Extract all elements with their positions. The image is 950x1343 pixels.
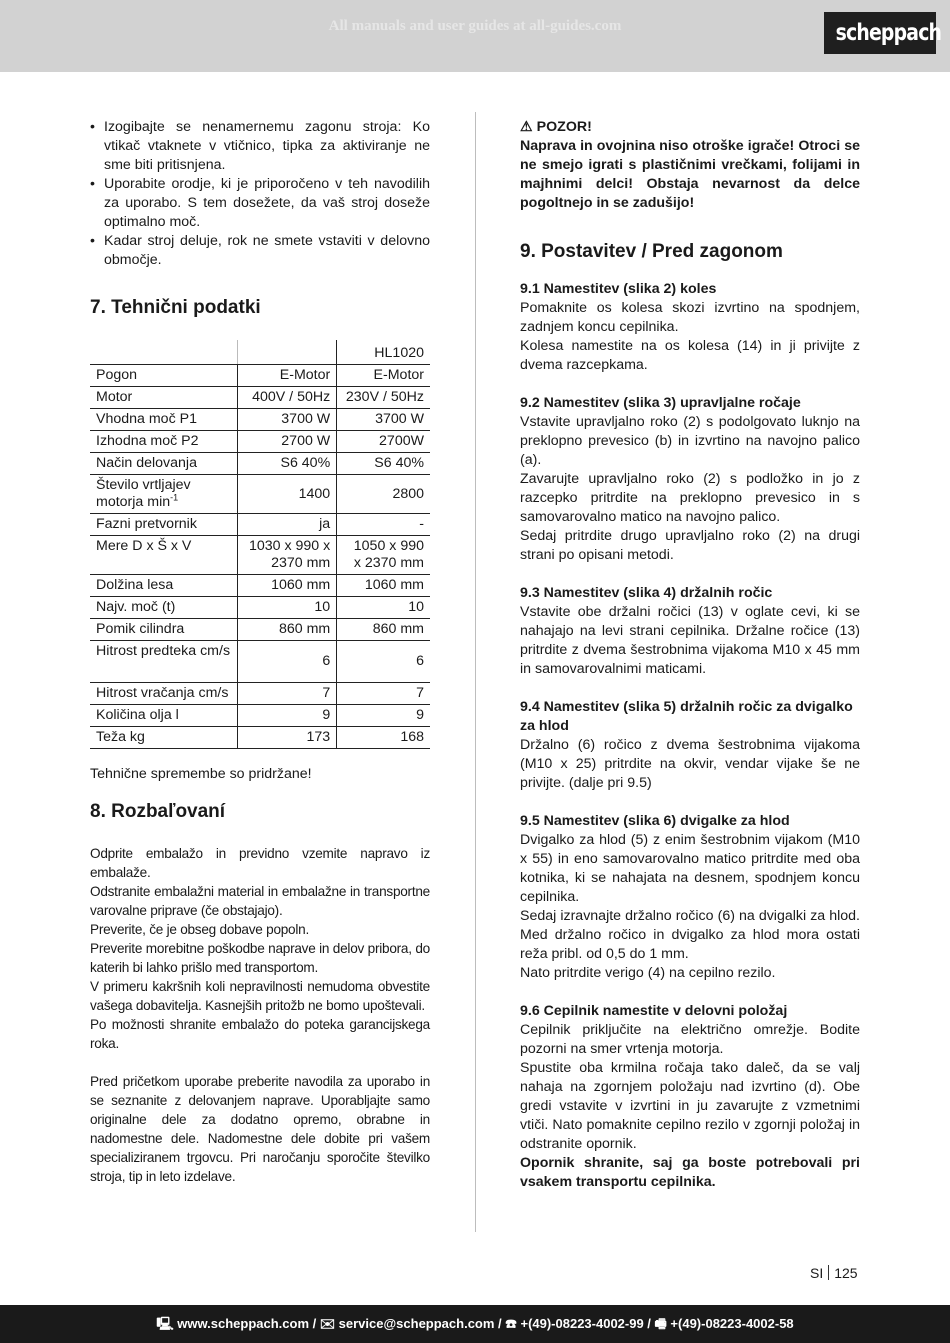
logo-text: scheppach: [835, 20, 942, 46]
subsection-9-3: [520, 584, 860, 679]
spec-label-text: Pomik cilindra: [96, 621, 185, 637]
subsection-title: 9.5 Namestitev (slika 6) dvigalke za hlod: [520, 813, 790, 829]
bullet-text: Izogibajte se nenamernemu zagonu stroja: Ko vtikač vtaknete v vtičnico, tipka za aktiviranje ne sme biti pritisnjena.: [104, 119, 430, 173]
subsection-title: 9.3 Namestitev (slika 4) držalnih ročic: [520, 585, 773, 601]
footer-email-link[interactable]: ✉ service@scheppach.com /: [319, 1316, 506, 1331]
spec-label-text: Količina olja l: [96, 707, 179, 723]
footer-phone: ☎ +(49)-08223-4002-99 /: [505, 1316, 655, 1331]
table-row: [90, 619, 430, 641]
spec-value-230v: 230V / 50Hz: [337, 387, 430, 409]
spec-label: [90, 641, 238, 683]
spec-label-text: Število vrtljajev motorja min: [96, 477, 191, 510]
spec-label-text: Motor: [96, 389, 133, 405]
spec-value-230v: 6: [337, 641, 430, 683]
spec-value-400v: 6: [238, 641, 337, 683]
table-row: [90, 453, 430, 475]
spec-value-400v: 400V / 50Hz: [238, 387, 337, 409]
spec-value-400v: 173: [238, 727, 337, 749]
paragraph: Odprite embalažo in previdno vzemite napravo iz embalaže.: [90, 846, 430, 880]
spec-value-400v: 1400: [238, 475, 337, 514]
table-row: [90, 705, 430, 727]
section-7-heading: 7. Tehnični podatki: [90, 297, 261, 318]
paragraph: Odstranite embalažni material in embalažne in transportne varovalne priprave (če obstajajo).: [90, 884, 430, 918]
paragraph: Zavarujte upravljalno roko (2) s podložko in jo z razcepko pritrdite na preklopno prevesico in s samovarovalno matico na navojno palico.: [520, 471, 860, 525]
spec-label-superscript: -1: [170, 492, 179, 503]
spec-label-text: Teža kg: [96, 729, 145, 745]
subsection-9-1: [520, 280, 860, 375]
spec-label: [90, 683, 238, 705]
technical-data-table: [90, 340, 430, 749]
spec-value-230v: 10: [337, 597, 430, 619]
spec-value-230v: 168: [337, 727, 430, 749]
table-row: [90, 683, 430, 705]
spec-label: [90, 409, 238, 431]
table-row: [90, 597, 430, 619]
spec-label: [90, 475, 238, 514]
table-row: [90, 431, 430, 453]
spec-value-400v: 2700 W: [238, 431, 337, 453]
spec-label-text: Vhodna moč P1: [96, 411, 197, 427]
table-note: Tehnične spremembe so pridržane!: [90, 766, 312, 782]
spec-label: [90, 431, 238, 453]
spec-label-text: Mere D x Š x V: [96, 538, 192, 554]
bullet-item: • Kadar stroj deluje, rok ne smete vstaviti v delovno območje.: [90, 233, 430, 268]
spec-label-text: Najv. moč (t): [96, 599, 176, 615]
spec-value-400v: 1030 x 990 x 2370 mm: [238, 536, 337, 575]
column-divider: [475, 112, 476, 1232]
subsection-title: 9.2 Namestitev (slika 3) upravljalne ročaje: [520, 395, 801, 411]
table-header-row: [90, 340, 430, 365]
paragraph: Dvigalko za hlod (5) z enim šestrobnim vijakom (M10 x 55) in eno samovarovalno matico pritrdite med oba kotnika, ki se nahajata na desnem, spodnjem koncu cepilnika.: [520, 832, 860, 905]
page-number-divider: [828, 1265, 829, 1280]
watermark-text: All manuals and user guides at all-guides.com: [328, 18, 622, 34]
spec-value-400v: 3700 W: [238, 409, 337, 431]
spec-value-230v: 9: [337, 705, 430, 727]
footer-fax: 🖷 +(49)-08223-4002-58: [654, 1316, 794, 1331]
spec-label: [90, 453, 238, 475]
spec-label: [90, 365, 238, 387]
spec-value-230v: E-Motor: [337, 365, 430, 387]
spec-label-text: Hitrost predteka cm/s: [96, 643, 231, 659]
page-number: [810, 1265, 858, 1281]
paragraph: Pred pričetkom uporabe preberite navodila za uporabo in se seznanite z delovanjem naprave. Uporabljajte samo originalne dele za dodatno opremo, obrabne in nadomestne dele. Nadomestne dele dobite pri vašem specializiranem trgovcu. Pri naročanju sporočite številko stroja, tip in leto izdelave.: [90, 1074, 430, 1184]
spec-label: [90, 619, 238, 641]
spec-label-text: Fazni pretvornik: [96, 516, 197, 532]
table-row: [90, 409, 430, 431]
paragraph: Vstavite obe držalni ročici (13) v oglate cevi, ki se nahajajo na levi strani cepilnika. Držalne ročice (13) pritrdite z dvema šestrobnima vijakoma M10 x 45 mm in samovarovalnimi maticami.: [520, 604, 860, 677]
spec-label: [90, 514, 238, 536]
page-number-value: 125: [834, 1265, 858, 1281]
subsection-9-4: [520, 698, 860, 793]
safety-bullet-list: [90, 118, 430, 270]
section-8-heading: 8. Rozbaľovaní: [90, 801, 226, 822]
paragraph: Držalno (6) ročico z dvema šestrobnima vijakoma (M10 x 25) pritrdite na okvir, vendar vijake še ne privijte. (dalje pri 9.5): [520, 737, 860, 791]
spec-value-400v: 7: [238, 683, 337, 705]
warning-title: ⚠ POZOR!: [520, 119, 592, 135]
subsection-9-2: [520, 394, 860, 565]
subsection-9-5: [520, 812, 860, 983]
spec-value-230v: 3700 W: [337, 409, 430, 431]
warning-text: Naprava in ovojnina niso otroške igrače! Otroci se ne smejo igrati s plastičnimi vrečkami, folijami in majhnimi delci! Obstaja nevarnost da delce pogoltnejo in se zadušijo!: [520, 138, 860, 211]
spec-label: [90, 597, 238, 619]
spec-value-400v: 10: [238, 597, 337, 619]
spec-value-400v: 1060 mm: [238, 575, 337, 597]
paragraph: Spustite oba krmilna ročaja tako daleč, da se valj nahaja na zgornjem položaju nad izvrtino (d). Obe gredi vstavite v izvrtini in ju zavarujte z vzmetnimi vtiči. Nato pomaknite cepilno rezilo v zgornji položaj in odstranite opornik.: [520, 1060, 860, 1152]
table-row: [90, 514, 430, 536]
paragraph: Sedaj pritrdite drugo upravljalno roko (2) na drugi strani po opisani metodi.: [520, 528, 860, 563]
table-row: [90, 387, 430, 409]
spec-label: [90, 387, 238, 409]
page-lang: SI: [810, 1265, 824, 1281]
spec-label: [90, 705, 238, 727]
spec-value-400v: E-Motor: [238, 365, 337, 387]
paragraph: Po možnosti shranite embalažo do poteka garancijskega roka.: [90, 1017, 430, 1051]
spec-value-230v: 860 mm: [337, 619, 430, 641]
bullet-item: • Izogibajte se nenamernemu zagonu stroja: Ko vtikač vtaknete v vtičnico, tipka za aktiviranje ne sme biti pritisnjena.: [90, 119, 430, 173]
spec-value-230v: 7: [337, 683, 430, 705]
spec-value-400v: ja: [238, 514, 337, 536]
header-bar: [0, 0, 950, 72]
subsection-title: 9.4 Namestitev (slika 5) držalnih ročic za dvigalko za hlod: [520, 699, 853, 734]
spec-label-text: Pogon: [96, 367, 138, 383]
spec-value-400v: 860 mm: [238, 619, 337, 641]
spec-label: [90, 727, 238, 749]
paragraph: Cepilnik priključite na električno omrežje. Bodite pozorni na smer vrtenja motorja.: [520, 1022, 860, 1057]
table-row: [90, 475, 430, 514]
bullet-text: Kadar stroj deluje, rok ne smete vstaviti v delovno območje.: [104, 233, 430, 268]
spec-value-230v: 1050 x 990 x 2370 mm: [337, 536, 430, 575]
subsection-title: 9.1 Namestitev (slika 2) koles: [520, 281, 717, 297]
spec-value-230v: S6 40%: [337, 453, 430, 475]
spec-label-text: Način delovanja: [96, 455, 197, 471]
paragraph: Preverite, če je obseg dobave popoln.: [90, 922, 309, 937]
spec-value-400v: S6 40%: [238, 453, 337, 475]
subsection-title: 9.6 Cepilnik namestite v delovni položaj: [520, 1003, 788, 1019]
table-row: [90, 575, 430, 597]
paragraph: Vstavite upravljalno roko (2) s podolgovato luknjo na preklopno prevesico (b) in izvrtino na navojno palico (a).: [520, 414, 860, 468]
spec-value-400v: 9: [238, 705, 337, 727]
spec-label-text: Izhodna moč P2: [96, 433, 199, 449]
table-row: [90, 727, 430, 749]
table-row: [90, 365, 430, 387]
right-column: [520, 118, 860, 1192]
model-header: HL1020: [337, 340, 430, 365]
table-row: [90, 536, 430, 575]
spec-label: [90, 536, 238, 575]
table-body: [90, 365, 430, 749]
paragraph: Kolesa namestite na os kolesa (14) in ji privijte z dvema razcepkama.: [520, 338, 860, 373]
paragraph: Preverite morebitne poškodbe naprave in delov pribora, do katerih bi lahko prišlo med transportom.: [90, 941, 430, 975]
spec-value-230v: 1060 mm: [337, 575, 430, 597]
section-9-heading: 9. Postavitev / Pred zagonom: [520, 241, 783, 262]
bullet-text: Uporabite orodje, ki je priporočeno v teh navodilih za uporabo. S tem dosežete, da vaš stroj doseže optimalno moč.: [104, 176, 430, 230]
spec-label-text: Dolžina lesa: [96, 577, 174, 593]
spec-value-230v: 2700W: [337, 431, 430, 453]
bullet-item: • Uporabite orodje, ki je priporočeno v teh navodilih za uporabo. S tem dosežete, da vaš stroj doseže optimalno moč.: [90, 176, 430, 230]
paragraph: Pomaknite os kolesa skozi izvrtino na spodnjem, zadnjem koncu cepilnika.: [520, 300, 860, 335]
paragraph: Nato pritrdite verigo (4) na cepilno rezilo.: [520, 965, 776, 981]
left-column: [90, 118, 430, 1186]
footer-bar: [0, 1305, 950, 1343]
subsection-9-6: [520, 1002, 860, 1192]
paragraph: V primeru kakršnih koli nepravilnosti nemudoma obvestite vašega dobavitelja. Kasnejših pritožb ne bomo upoštevali.: [90, 979, 430, 1013]
spec-label-text: Hitrost vračanja cm/s: [96, 685, 229, 701]
footer-website-link[interactable]: 🖳 www.scheppach.com /: [156, 1316, 320, 1331]
scheppach-logo: [824, 12, 942, 54]
spec-value-230v: -: [337, 514, 430, 536]
spec-label: [90, 575, 238, 597]
paragraph: Sedaj izravnajte držalno ročico (6) na dvigalki za hlod. Med držalno ročico in dvigalko za hlod mora ostati reža pribl. od 0,5 do 1 mm.: [520, 908, 860, 962]
paragraph-bold: Opornik shranite, saj ga boste potrebovali pri vsakem transportu cepilnika.: [520, 1155, 860, 1190]
table-row: [90, 641, 430, 683]
section-8-body: [90, 844, 430, 1186]
spec-value-230v: 2800: [337, 475, 430, 514]
